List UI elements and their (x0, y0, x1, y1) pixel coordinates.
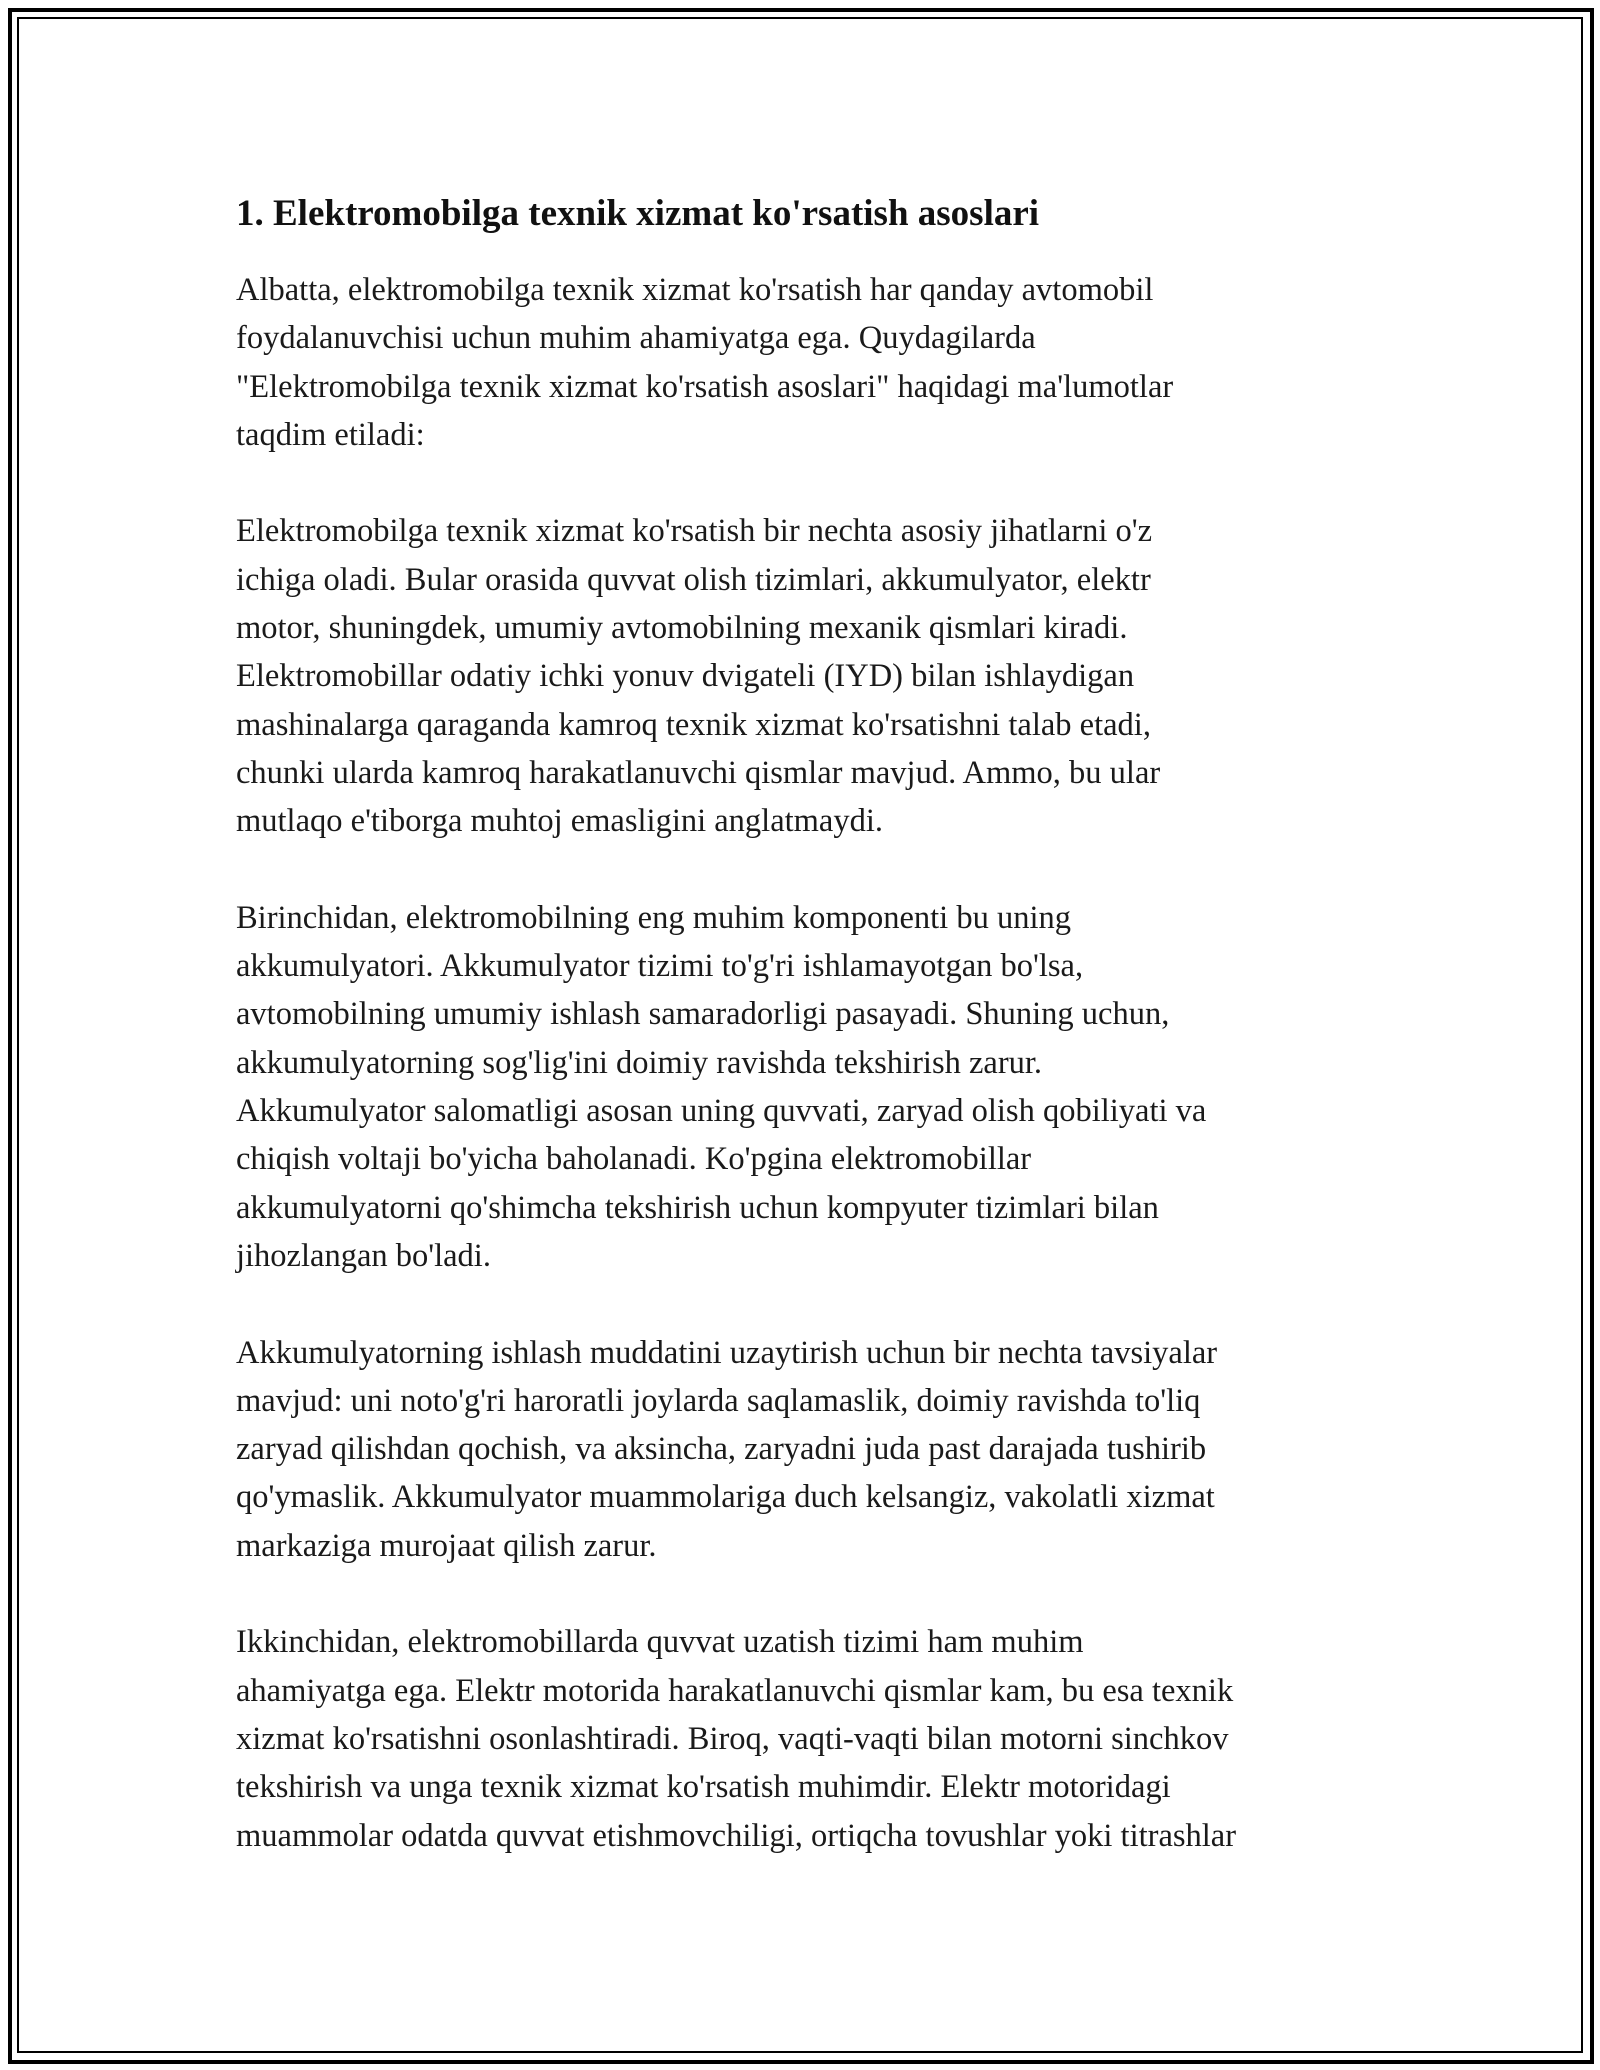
paragraph-battery-tips: Akkumulyatorning ishlash muddatini uzaytirish uchun bir nechta tavsiyalar mavjud: uni noto'g'ri haroratli joylarda saqlamaslik, doimiy ravishda to'liq zaryad qilishdan qochish, va aksincha, zaryadni juda past darajada tushirib qo'ymaslik. Akkumulyator muammolariga duch kelsangiz, vakolatli xizmat markaziga murojaat qilish zarur. (236, 1334, 1218, 1564)
paragraph-battery: Birinchidan, elektromobilning eng muhim komponenti bu uning akkumulyatori. Akkumulyator tizimi to'g'ri ishlamayotgan bo'lsa, avtomobilning umumiy ishlash samaradorligi pasayadi. Shuning uchun, akkumulyatorning sog'lig'ini doimiy ravishda tekshirish zarur. Akkumulyator salomatligi asosan uning quvvati, zaryad olish qobiliyati va chiqish voltaji bo'yicha baholanadi. Ko'pgina elektromobillar akkumulyatorni qo'shimcha tekshirish uchun kompyuter tizimlari bilan jihozlangan bo'ladi. (236, 899, 1207, 1274)
paragraph-overview: Elektromobilga texnik xizmat ko'rsatish bir nechta asosiy jihatlarni o'z ichiga oladi. Bular orasida quvvat olish tizimlari, akkumulyator, elektr motor, shuningdek, umumiy avtomobilning mexanik qismlari kiradi. Elektromobillar odatiy ichki yonuv dvigateli (IYD) bilan ishlaydigan mashinalarga qaraganda kamroq texnik xizmat ko'rsatishni talab etadi, chunki ularda kamroq harakatlanuvchi qismlar mavjud. Ammo, bu ular mutlaqo e'tiborga muhtoj emasligini anglatmaydi. (236, 513, 1161, 840)
section-heading: 1. Elektromobilga texnik xizmat ko'rsatish asoslari (236, 193, 1040, 234)
paragraph-power-transmission: Ikkinchidan, elektromobillarda quvvat uzatish tizimi ham muhim ahamiyatga ega. Elektr motorida harakatlanuvchi qismlar kam, bu esa texnik xizmat ko'rsatishni osonlashtiradi. Biroq, vaqti-vaqti bilan motorni sinchkov tekshirish va unga texnik xizmat ko'rsatish muhimdir. Elektr motoridagi muammolar odatda quvvat etishmovchiligi, ortiqcha tovushlar yoki titrashlar (236, 1624, 1237, 1854)
paragraph-intro: Albatta, elektromobilga texnik xizmat ko'rsatish har qanday avtomobil foydalanuvchisi uchun muhim ahamiyatga ega. Quydagilarda "Elektromobilga texnik xizmat ko'rsatish asoslari" haqidagi ma'lumotlar taqdim etiladi: (236, 272, 1174, 453)
document-body (236, 184, 1386, 1908)
